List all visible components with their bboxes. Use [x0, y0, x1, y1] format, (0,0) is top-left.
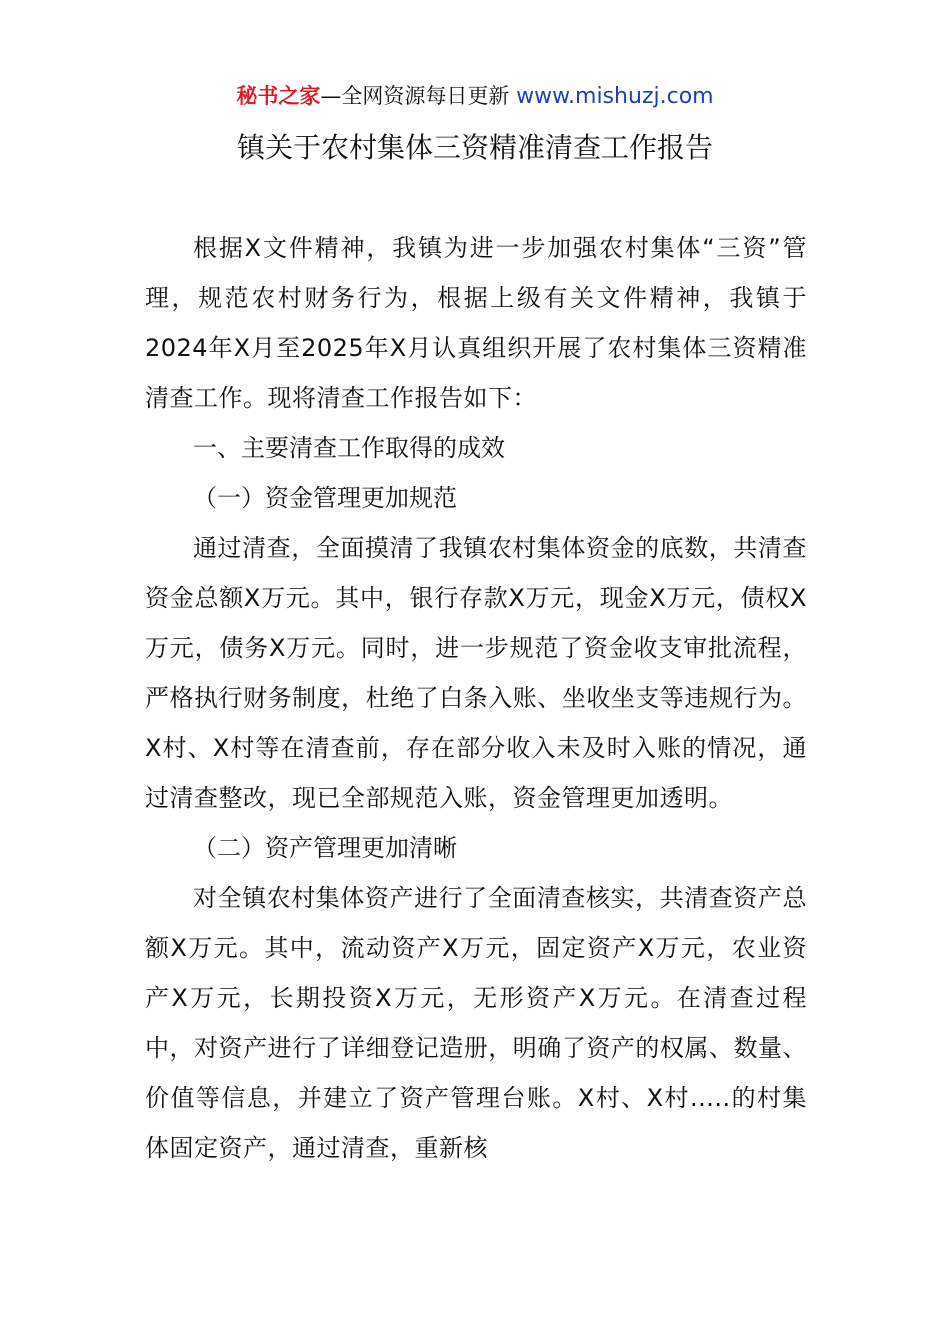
subsection-heading-2: （二）资产管理更加清晰 [193, 834, 457, 862]
header-tagline: —全网资源每日更新 [320, 84, 510, 108]
subsection-heading-1: （一）资金管理更加规范 [193, 484, 457, 512]
subsection-2-paragraph: 对全镇农村集体资产进行了全面清查核实，共清查资产总额X万元。其中，流动资产X万元，固定资产X万元，农业资产X万元，长期投资X万元，无形资产X万元。在清查过程中，对资产进行了详细登记造册，明确了资产的权属、数量、价值等信息，并建立了资产管理台账。X村、X村.....的村集体固定资产，通过清查，重新核 [145, 884, 807, 1162]
site-header [0, 80, 950, 113]
brand-name: 秘书之家 [236, 84, 321, 108]
document-title: 镇关于农村集体三资精准清查工作报告 [236, 131, 713, 164]
document-body [145, 223, 807, 1173]
site-url-link[interactable]: www.mishuzj.com [516, 84, 714, 109]
section-heading-1: 一、主要清查工作取得的成效 [193, 434, 505, 462]
subsection-1-paragraph: 通过清查，全面摸清了我镇农村集体资金的底数，共清查资金总额X万元。其中，银行存款X万元，现金X万元，债权X万元，债务X万元。同时，进一步规范了资金收支审批流程，严格执行财务制度，杜绝了白条入账、坐收坐支等违规行为。X村、X村等在清查前，存在部分收入未及时入账的情况，通过清查整改，现已全部规范入账，资金管理更加透明。 [145, 534, 807, 812]
intro-paragraph: 根据X文件精神，我镇为进一步加强农村集体“三资”管理，规范农村财务行为，根据上级有关文件精神，我镇于2024年X月至2025年X月认真组织开展了农村集体三资精准清查工作。现将清查工作报告如下： [145, 234, 807, 412]
